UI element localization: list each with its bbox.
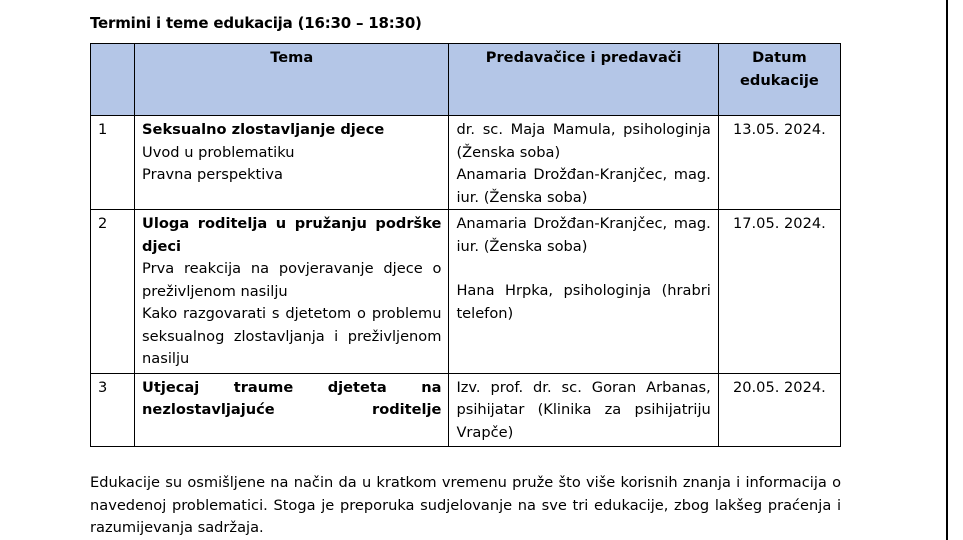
- section-heading: Termini i teme edukacija (16:30 – 18:30): [90, 14, 422, 32]
- header-lecturers: Predavačice i predavači: [449, 44, 718, 116]
- date-cell: 20.05. 2024.: [718, 373, 840, 447]
- topic-title: Uloga roditelja u pružanju podrške djeci: [142, 215, 442, 255]
- table-row: [91, 116, 841, 210]
- lecturers-cell: [449, 373, 718, 447]
- lecturer: Anamaria Drožđan-Kranjčec, mag. iur. (Ženska soba): [456, 166, 711, 206]
- topic-cell: [135, 210, 449, 374]
- row-number: 2: [91, 210, 135, 374]
- row-number: 3: [91, 373, 135, 447]
- lecturer: Anamaria Drožđan-Kranjčec, mag. iur. (Ženska soba): [456, 215, 711, 255]
- body-paragraph: Edukacije su osmišljene na način da u kratkom vremenu pruže što više korisnih znanja i informacija o navedenoj problematici. Stoga je preporuka sudjelovanje na sve tri edukacije, zbog lakšeg praćenja i razumijevanja sadržaja.: [90, 474, 841, 536]
- topic-item: Pravna perspektiva: [142, 166, 283, 183]
- lecturers-cell: [449, 210, 718, 374]
- row-number: 1: [91, 116, 135, 210]
- table-header-row: [91, 44, 841, 116]
- lecturers-cell: [449, 116, 718, 210]
- lecturer-spacer: [456, 258, 710, 280]
- date-cell: 17.05. 2024.: [718, 210, 840, 374]
- header-topic: Tema: [135, 44, 449, 116]
- header-number: [91, 44, 135, 116]
- page-edge-line: [946, 0, 948, 540]
- schedule-table: [90, 43, 841, 447]
- lecturer: Hana Hrpka, psihologinja (hrabri telefon): [456, 282, 711, 322]
- lecturer: Izv. prof. dr. sc. Goran Arbanas, psihijatar (Klinika za psihijatriju Vrapče): [456, 378, 711, 441]
- topic-item: Prva reakcija na povjeravanje djece o preživljenom nasilju: [142, 260, 442, 300]
- lecturer: dr. sc. Maja Mamula, psihologinja (Ženska soba): [456, 121, 711, 161]
- topic-title: Utjecaj traume djeteta na nezlostavljajuće roditelje: [142, 378, 442, 418]
- header-date: Datum edukacije: [718, 44, 840, 116]
- table-row: [91, 210, 841, 374]
- topic-title: Seksualno zlostavljanje djece: [142, 121, 385, 138]
- topic-item: Kako razgovarati s djetetom o problemu seksualnog zlostavljanja i preživljenom nasilju: [142, 305, 442, 367]
- table-row: [91, 373, 841, 447]
- date-cell: 13.05. 2024.: [718, 116, 840, 210]
- topic-cell: [135, 373, 449, 447]
- topic-item: Uvod u problematiku: [142, 143, 295, 161]
- topic-cell: [135, 116, 449, 210]
